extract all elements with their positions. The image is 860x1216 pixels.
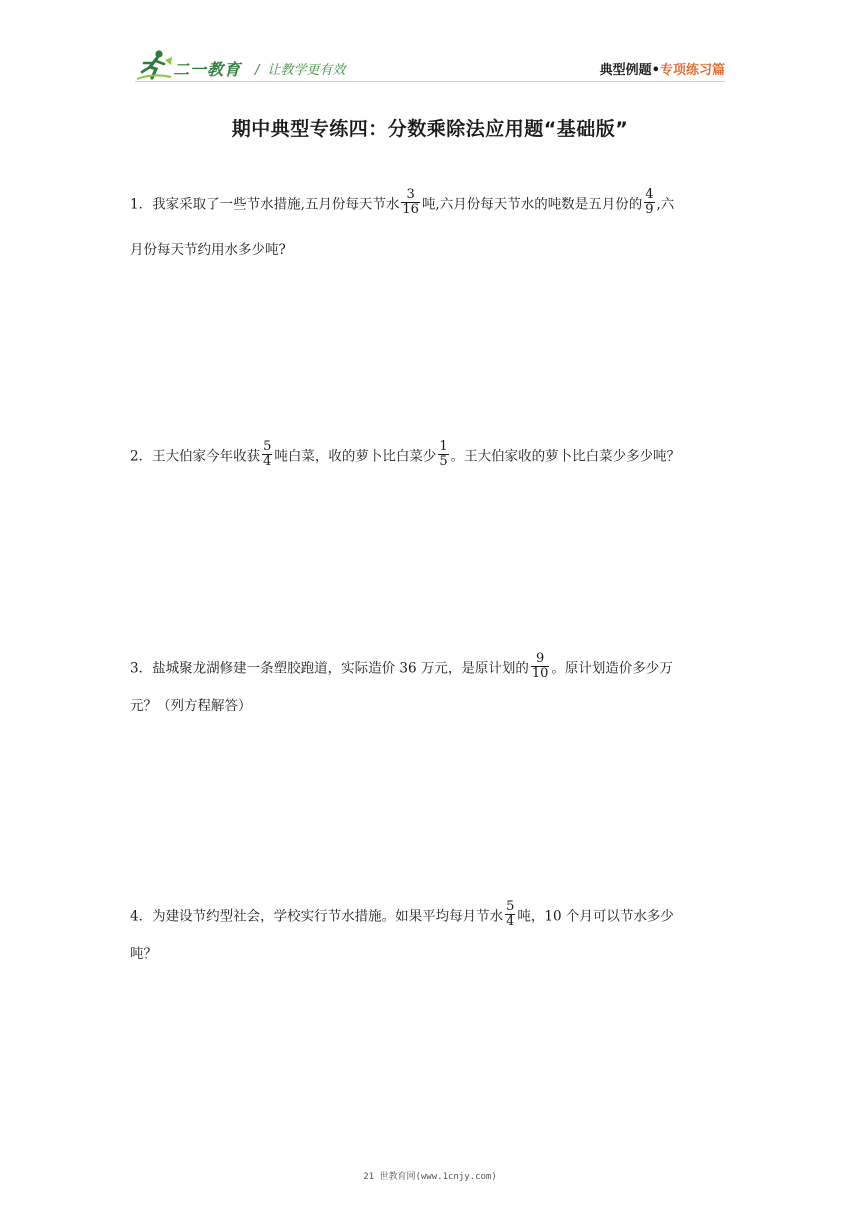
logo-text: 二一教育 (173, 60, 242, 79)
fraction-numerator: 1 (439, 439, 448, 454)
fraction-denominator: 5 (439, 454, 448, 470)
fraction-denominator: 10 (531, 666, 549, 682)
question-text: 。原计划造价多少万 (551, 660, 673, 677)
fraction (644, 188, 654, 218)
fraction (438, 440, 448, 470)
question-3-line-1 (130, 651, 673, 684)
fraction (531, 652, 550, 682)
question-4-line-1 (130, 899, 674, 932)
slogan (255, 59, 345, 78)
brand-logo (135, 48, 247, 82)
question-1-line-2: 月份每天节约用水多少吨? (130, 242, 286, 258)
question-text: 吨白菜，收的萝卜比白菜少 (274, 448, 437, 465)
slogan-text: 让教学更有效 (267, 63, 346, 78)
question-1-line-1 (130, 187, 675, 220)
fraction (505, 900, 515, 930)
fraction (262, 440, 272, 470)
question-text: 2．王大伯家今年收获 (130, 448, 261, 465)
question-text: 吨，10 个月可以节水多少 (517, 908, 674, 925)
category-label: 典型例题• (599, 63, 660, 78)
page-footer: 21 世教育网(www.1cnjy.com) (363, 1172, 497, 1182)
slogan-separator: / (255, 63, 260, 78)
question-text: ,六 (656, 196, 675, 213)
fraction-denominator: 4 (506, 914, 515, 930)
page-header (135, 48, 725, 88)
page-title: 期中典型专练四：分数乘除法应用题“基础版” (231, 118, 629, 140)
fraction-denominator: 16 (402, 202, 419, 218)
header-category (600, 59, 725, 78)
fraction-denominator: 9 (645, 202, 654, 218)
fraction-numerator: 9 (531, 652, 550, 667)
question-2-line-1 (130, 439, 681, 472)
fraction (401, 188, 420, 218)
question-text: 3．盐城聚龙湖修建一条塑胶跑道，实际造价 36 万元，是原计划的 (130, 660, 529, 677)
question-4-line-2: 吨？ (130, 946, 157, 962)
fraction-numerator: 5 (263, 439, 272, 454)
fraction-numerator: 3 (401, 188, 420, 203)
fraction-numerator: 5 (506, 899, 515, 914)
header-divider (135, 81, 725, 82)
question-text: 4．为建设节约型社会，学校实行节水措施。如果平均每月节水 (130, 908, 504, 925)
question-text: 吨,六月份每天节水的吨数是五月份的 (421, 196, 643, 213)
running-man-icon (135, 48, 175, 82)
fraction-denominator: 4 (263, 454, 272, 470)
question-text: 1．我家采取了一些节水措施,五月份每天节水 (130, 196, 400, 213)
fraction-numerator: 4 (645, 187, 654, 202)
question-3-line-2: 元？（列方程解答） (130, 698, 252, 714)
category-highlight: 专项练习篇 (659, 63, 725, 78)
question-text: 。王大伯家收的萝卜比白菜少多少吨？ (450, 448, 681, 465)
